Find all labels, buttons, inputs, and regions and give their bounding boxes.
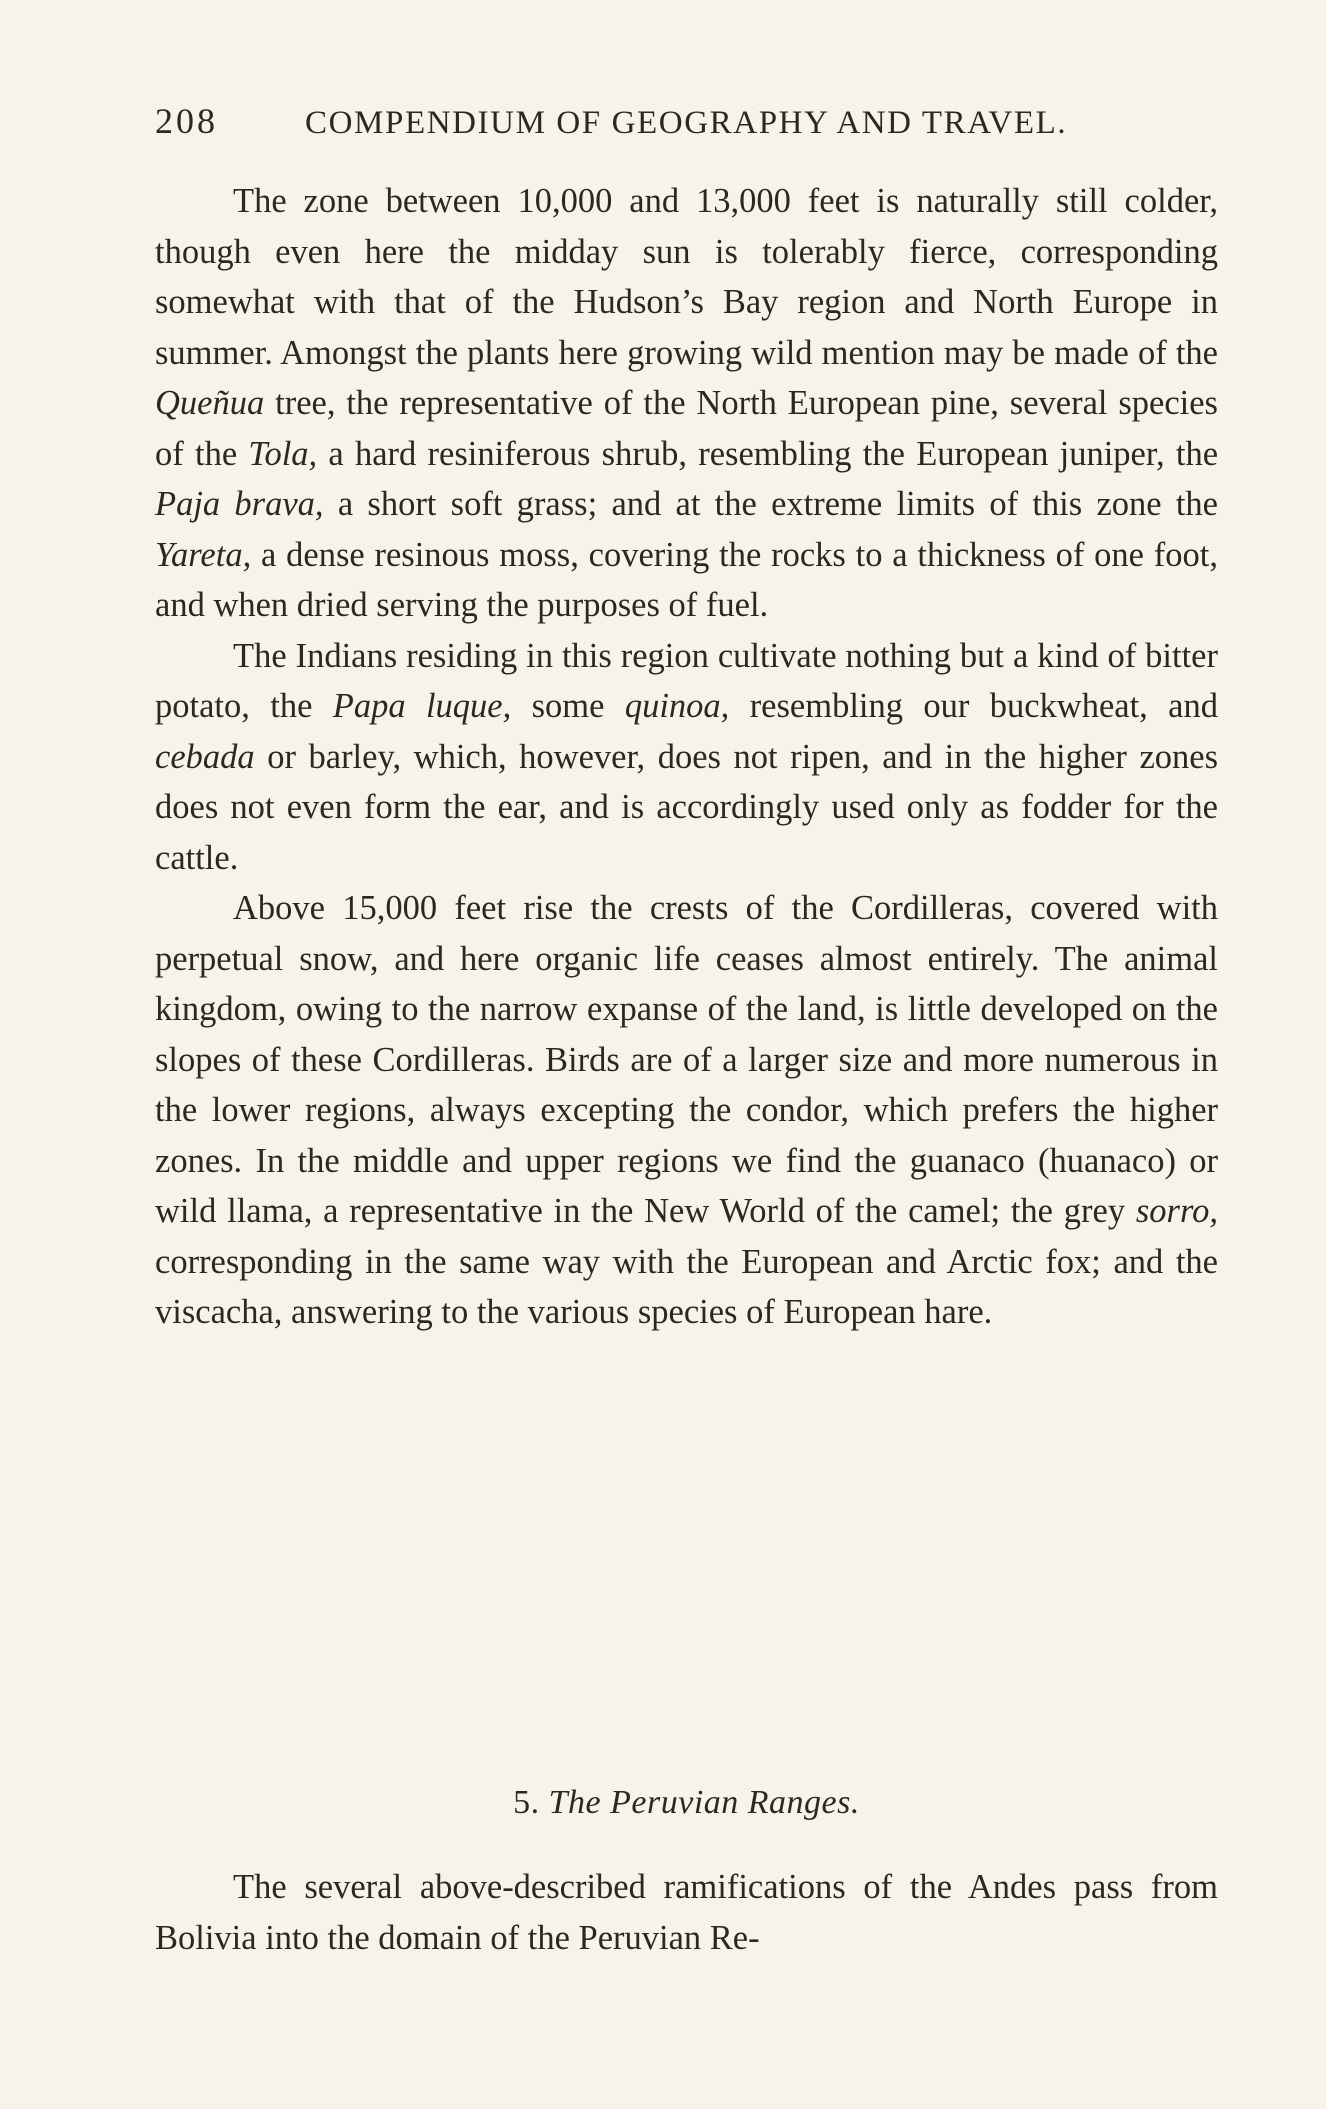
- italic-term-sorro: sorro,: [1135, 1192, 1218, 1230]
- paragraph-peruvian-ranges: The several above-described ramifications of the Andes pass from Bolivia into the domain of the Peruvian Re-: [155, 1868, 1218, 1957]
- body-text: [155, 176, 1218, 1338]
- running-title: COMPENDIUM OF GEOGRAPHY AND TRAVEL.: [305, 105, 1068, 141]
- text-run: The Indians residing in this region cultivate nothing but a kind of bitter potato, the: [155, 636, 1218, 725]
- text-run: tree, the representative of the North European pine, several species of the: [155, 384, 1218, 473]
- text-run: Above 15,000 feet rise the crests of the Cordilleras, covered with perpetual snow, and here organic life ceases almost entirely. The animal kingdom, owing to the narrow expanse of the land, is little developed on the slopes of these Cordilleras. Birds are of a larger size and more numerous in the lower regions, always excepting the condor, which prefers the higher zones. In the middle and upper regions we find the guanaco (huanaco) or wild llama, a representative in the New World of the camel; the grey: [155, 889, 1218, 1230]
- text-run: a hard resiniferous shrub, resembling the European juniper, the: [317, 434, 1219, 473]
- paragraph-above-15000: [155, 883, 1218, 1338]
- section-heading: [155, 1784, 1218, 1822]
- italic-term-paja-brava: Paja brava,: [155, 485, 324, 523]
- text-run: or barley, which, however, does not ripen, and in the higher zones does not even form the ear, and is accordingly used only as fodder for the cattle.: [155, 737, 1218, 877]
- running-head: [155, 100, 1215, 142]
- text-run: The zone between 10,000 and 13,000 feet is naturally still colder, though even here the midday sun is tolerably fierce, corresponding somewhat with that of the Hudson’s Bay region and North Europe in summer. Amongst the plants here growing wild mention may be made of the: [155, 182, 1218, 372]
- section-title: The Peruvian Ranges.: [548, 1784, 860, 1821]
- text-run: a short soft grass; and at the extreme limits of this zone the: [323, 485, 1218, 523]
- final-paragraph-block: [155, 1862, 1218, 1963]
- italic-term-quinoa: quinoa,: [624, 687, 730, 725]
- text-run: corresponding in the same way with the European and Arctic fox; and the viscacha, answering to the various species of European hare.: [155, 1242, 1218, 1331]
- text-run: resembling our buckwheat, and: [729, 687, 1218, 725]
- italic-term-quenua: Queñua: [155, 384, 265, 422]
- paragraph-zone-10000-13000: [155, 176, 1218, 631]
- italic-term-cebada: cebada: [155, 737, 255, 776]
- page-number: 208: [155, 101, 218, 141]
- text-run: some: [511, 687, 625, 725]
- italic-term-papa-luque: Papa luque,: [332, 687, 512, 725]
- italic-term-tola: Tola,: [248, 434, 318, 473]
- italic-term-yareta: Yareta,: [155, 535, 252, 574]
- section-number: 5.: [513, 1784, 540, 1821]
- text-run: a dense resinous moss, covering the rocks to a thickness of one foot, and when dried serving the purposes of fuel.: [155, 535, 1218, 624]
- paragraph-indians: [155, 631, 1218, 884]
